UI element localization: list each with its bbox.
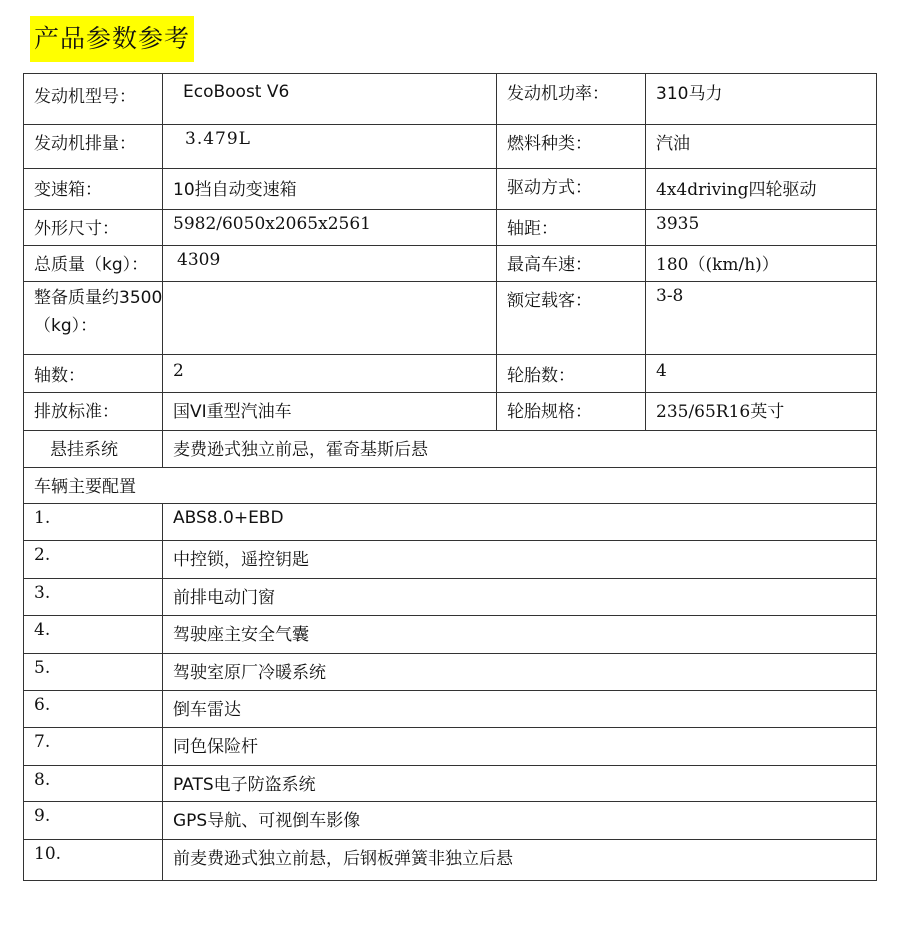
- spec-label: 变速箱：: [24, 169, 163, 210]
- config-item-row: [24, 616, 877, 654]
- config-item-number: 6.: [24, 691, 163, 728]
- spec-value: 3-8: [646, 282, 877, 355]
- spec-label: 最高车速：: [497, 246, 646, 282]
- spec-label: 发动机功率：: [497, 74, 646, 125]
- spec-label: 轴距：: [497, 210, 646, 246]
- spec-value: [163, 282, 497, 355]
- spec-label: 外形尺寸：: [24, 210, 163, 246]
- spec-label: 轮胎规格：: [497, 393, 646, 431]
- spec-label: 排放标准：: [24, 393, 163, 431]
- config-item-number: 3.: [24, 579, 163, 616]
- spec-row: [24, 74, 877, 125]
- config-item-row: [24, 654, 877, 691]
- spec-row: [24, 393, 877, 431]
- spec-label: 总质量（kg）：: [24, 246, 163, 282]
- config-item-text: ABS8.0+EBD: [163, 504, 877, 541]
- spec-table: [23, 73, 877, 881]
- config-item-row: [24, 728, 877, 766]
- config-item-row: [24, 766, 877, 802]
- page-title: 产品参数参考: [30, 16, 194, 62]
- spec-value: 4x4driving四轮驱动: [646, 169, 877, 210]
- config-header: 车辆主要配置: [24, 468, 877, 504]
- config-item-text: 同色保险杆: [163, 728, 877, 766]
- spec-row: [24, 210, 877, 246]
- config-item-text: 中控锁，遥控钥匙: [163, 541, 877, 579]
- spec-row: [24, 125, 877, 169]
- spec-value: 310马力: [646, 74, 877, 125]
- suspension-row: [24, 431, 877, 468]
- spec-label: 驱动方式：: [497, 169, 646, 210]
- spec-value: 3935: [646, 210, 877, 246]
- spec-value: 5982/6050x2065x2561: [163, 210, 497, 246]
- config-item-number: 1.: [24, 504, 163, 541]
- spec-label: 整备质量约3500（kg）：: [24, 282, 163, 355]
- config-header-row: [24, 468, 877, 504]
- config-item-text: 驾驶室原厂冷暖系统: [163, 654, 877, 691]
- config-item-row: [24, 579, 877, 616]
- spec-value: 180（(km/h)）: [646, 246, 877, 282]
- config-item-number: 8.: [24, 766, 163, 802]
- spec-value: 4309: [163, 246, 497, 282]
- spec-row: [24, 282, 877, 355]
- spec-row: [24, 355, 877, 393]
- config-item-number: 5.: [24, 654, 163, 691]
- config-item-text: PATS电子防盗系统: [163, 766, 877, 802]
- config-item-number: 2.: [24, 541, 163, 579]
- suspension-label: 悬挂系统: [24, 431, 163, 468]
- spec-label: 轮胎数：: [497, 355, 646, 393]
- spec-label: 发动机排量：: [24, 125, 163, 169]
- config-item-row: [24, 504, 877, 541]
- spec-value: 4: [646, 355, 877, 393]
- config-item-row: [24, 541, 877, 579]
- config-item-row: [24, 802, 877, 840]
- spec-value: 汽油: [646, 125, 877, 169]
- spec-value: 10挡自动变速箱: [163, 169, 497, 210]
- config-item-number: 10.: [24, 840, 163, 881]
- spec-value: EcoBoost V6: [163, 74, 497, 125]
- spec-row: [24, 246, 877, 282]
- spec-label: 发动机型号：: [24, 74, 163, 125]
- config-item-number: 4.: [24, 616, 163, 654]
- spec-row: [24, 169, 877, 210]
- config-item-row: [24, 691, 877, 728]
- spec-label: 轴数：: [24, 355, 163, 393]
- spec-value: 2: [163, 355, 497, 393]
- spec-label: 燃料种类：: [497, 125, 646, 169]
- config-item-text: 驾驶座主安全气囊: [163, 616, 877, 654]
- spec-value: 3.479L: [163, 125, 497, 169]
- config-item-text: GPS导航、可视倒车影像: [163, 802, 877, 840]
- spec-value: 国VI重型汽油车: [163, 393, 497, 431]
- config-item-row: [24, 840, 877, 881]
- spec-label: 额定载客：: [497, 282, 646, 355]
- config-item-number: 9.: [24, 802, 163, 840]
- config-item-text: 倒车雷达: [163, 691, 877, 728]
- spec-value: 235/65R16英寸: [646, 393, 877, 431]
- suspension-value: 麦费逊式独立前忌，霍奇基斯后悬: [163, 431, 877, 468]
- config-item-text: 前排电动门窗: [163, 579, 877, 616]
- config-item-number: 7.: [24, 728, 163, 766]
- config-item-text: 前麦费逊式独立前悬，后钢板弹簧非独立后悬: [163, 840, 877, 881]
